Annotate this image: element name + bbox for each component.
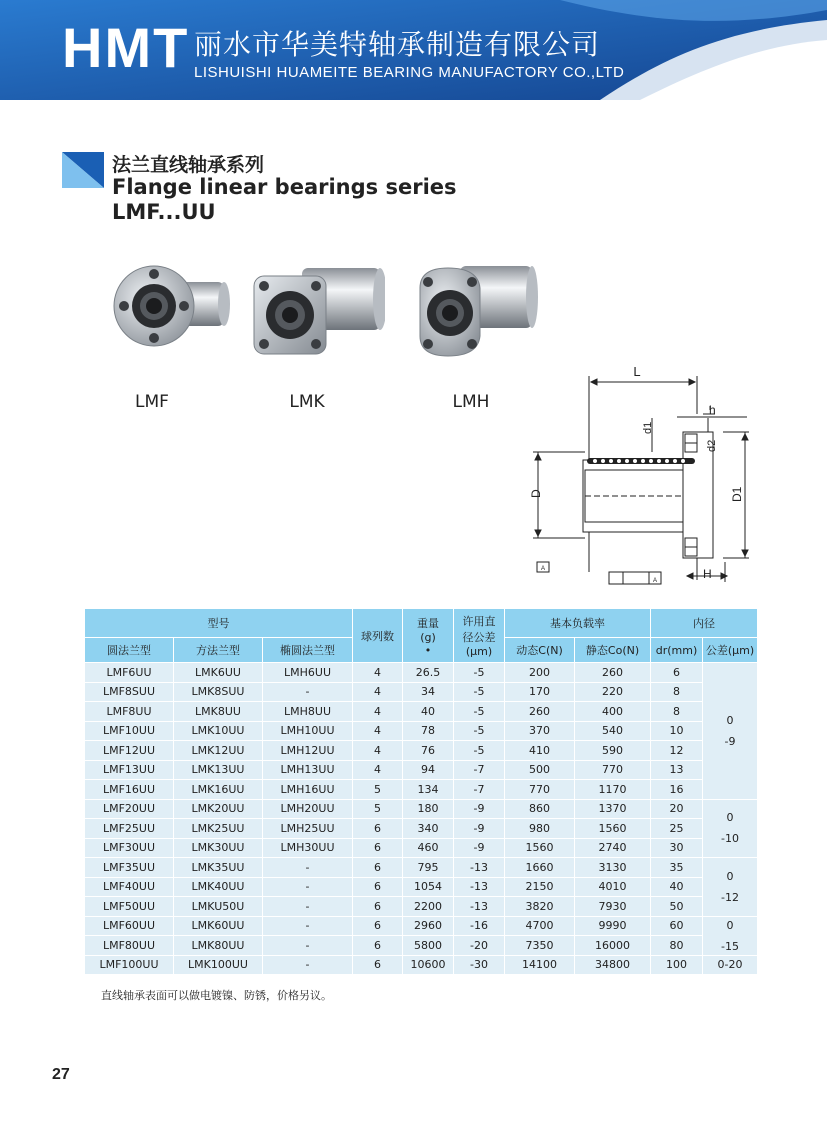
table-cell: 2960 [403, 916, 454, 936]
table-row [85, 858, 758, 878]
table-cell: LMH10UU [263, 721, 353, 741]
tolerance-value: 0 [726, 713, 734, 727]
table-cell: -7 [454, 780, 505, 800]
table-cell: -9 [454, 799, 505, 819]
th-static: 静态Co(N) [575, 638, 651, 663]
th-ball-rows: 球列数 [353, 609, 403, 663]
table-cell: 10 [651, 721, 703, 741]
table-cell: LMK30UU [174, 838, 263, 858]
table-cell: LMK25UU [174, 819, 263, 839]
tolerance-value: -12 [721, 890, 740, 904]
table-cell: LMK6UU [174, 663, 263, 683]
table-cell: LMF16UU [85, 780, 174, 800]
table-row [85, 760, 758, 780]
table-cell: 80 [651, 936, 703, 956]
tolerance-value: 0 [726, 918, 734, 932]
table-cell: 6 [353, 877, 403, 897]
table-cell: LMK8UU [174, 702, 263, 722]
table-cell: LMF10UU [85, 721, 174, 741]
company-name-cn: 丽水市华美特轴承制造有限公司 [194, 28, 601, 61]
table-cell: 8 [651, 682, 703, 702]
table-cell: LMK10UU [174, 721, 263, 741]
table-cell: -9 [454, 838, 505, 858]
table-cell: 6 [353, 897, 403, 917]
table-cell: 12 [651, 741, 703, 761]
table-cell: LMKU50U [174, 897, 263, 917]
table-cell: 30 [651, 838, 703, 858]
table-cell: 795 [403, 858, 454, 878]
table-cell: 4700 [505, 916, 575, 936]
table-cell: 5800 [403, 936, 454, 956]
table-cell: 9990 [575, 916, 651, 936]
spec-table [84, 608, 758, 975]
table-cell: 4 [353, 682, 403, 702]
tolerance-value: -10 [721, 832, 740, 846]
dim-label-l: L [633, 364, 641, 379]
tolerance-group-cell [703, 955, 758, 975]
table-cell: -7 [454, 760, 505, 780]
dim-label-d1: d1 [642, 421, 654, 434]
table-cell: 980 [505, 819, 575, 839]
table-row [85, 877, 758, 897]
table-cell: LMF100UU [85, 955, 174, 975]
table-cell: 20 [651, 799, 703, 819]
table-cell: 1170 [575, 780, 651, 800]
th-square-flange: 方法兰型 [174, 638, 263, 663]
table-cell: 180 [403, 799, 454, 819]
table-cell: 170 [505, 682, 575, 702]
table-cell: 78 [403, 721, 454, 741]
dim-label-h: H [703, 567, 712, 581]
dim-label-d: D [529, 489, 543, 498]
table-cell: 3130 [575, 858, 651, 878]
table-cell: - [263, 916, 353, 936]
table-cell: 260 [505, 702, 575, 722]
footnote: 直线轴承表面可以做电镀镍、防锈，价格另议。 [101, 989, 332, 1002]
table-cell: 34 [403, 682, 454, 702]
table-row [85, 955, 758, 975]
table-cell: 40 [403, 702, 454, 722]
th-basic-load: 基本负载率 [505, 609, 651, 638]
brand-logo: HMT [62, 16, 190, 79]
table-cell: 16 [651, 780, 703, 800]
table-cell: 590 [575, 741, 651, 761]
table-cell: LMK40UU [174, 877, 263, 897]
th-tolerance: 许用直 径公差 (μm) [454, 609, 505, 663]
table-cell: -5 [454, 702, 505, 722]
table-cell: -5 [454, 721, 505, 741]
table-row [85, 819, 758, 839]
table-cell: 860 [505, 799, 575, 819]
table-cell: 3820 [505, 897, 575, 917]
table-cell: 134 [403, 780, 454, 800]
table-cell: LMK8SUU [174, 682, 263, 702]
table-cell: 460 [403, 838, 454, 858]
tolerance-group-cell [703, 663, 758, 800]
lmh-label: LMH [452, 392, 490, 412]
lmk-bearing-image [250, 258, 385, 373]
table-cell: 10600 [403, 955, 454, 975]
dim-label-h-small: h [709, 403, 716, 417]
table-cell: 500 [505, 760, 575, 780]
table-cell: -20 [454, 936, 505, 956]
table-cell: 6 [651, 663, 703, 683]
table-cell: 200 [505, 663, 575, 683]
table-cell: 14100 [505, 955, 575, 975]
table-cell: 50 [651, 897, 703, 917]
table-row [85, 897, 758, 917]
table-cell: -16 [454, 916, 505, 936]
table-cell: - [263, 897, 353, 917]
table-cell: 6 [353, 936, 403, 956]
section-title-cn: 法兰直线轴承系列 [112, 154, 265, 176]
datum-label-a-box: A [652, 578, 658, 584]
tolerance-value: 0 [726, 811, 734, 825]
tolerance-value: 0-20 [717, 958, 743, 972]
table-cell: 220 [575, 682, 651, 702]
tolerance-group-cell [703, 916, 758, 955]
table-cell: - [263, 858, 353, 878]
table-cell: 5 [353, 780, 403, 800]
table-cell: LMH13UU [263, 760, 353, 780]
dim-label-d1-outer: D1 [730, 486, 744, 502]
table-cell: 13 [651, 760, 703, 780]
table-cell: LMH30UU [263, 838, 353, 858]
table-cell: - [263, 877, 353, 897]
th-round-flange: 圆法兰型 [85, 638, 174, 663]
table-row [85, 799, 758, 819]
table-row [85, 780, 758, 800]
table-row [85, 916, 758, 936]
table-cell: 7350 [505, 936, 575, 956]
lmf-bearing-image [110, 258, 230, 358]
table-cell: LMF20UU [85, 799, 174, 819]
table-cell: 770 [575, 760, 651, 780]
table-cell: 2150 [505, 877, 575, 897]
lmf-label: LMF [135, 392, 169, 412]
table-cell: 6 [353, 916, 403, 936]
table-cell: -5 [454, 682, 505, 702]
th-dynamic: 动态C(N) [505, 638, 575, 663]
dimension-drawing [525, 362, 765, 590]
table-cell: 2740 [575, 838, 651, 858]
table-cell: 6 [353, 838, 403, 858]
table-row [85, 663, 758, 683]
table-cell: 7930 [575, 897, 651, 917]
table-cell: -5 [454, 663, 505, 683]
table-cell: 340 [403, 819, 454, 839]
table-cell: LMF25UU [85, 819, 174, 839]
table-cell: 34800 [575, 955, 651, 975]
table-cell: 4 [353, 702, 403, 722]
table-cell: LMF30UU [85, 838, 174, 858]
table-cell: LMF60UU [85, 916, 174, 936]
th-weight: 重量 (g) • [403, 609, 454, 663]
table-cell: LMF50UU [85, 897, 174, 917]
table-cell: 60 [651, 916, 703, 936]
table-cell: 4 [353, 721, 403, 741]
table-cell: -9 [454, 819, 505, 839]
table-cell: -13 [454, 877, 505, 897]
table-cell: LMF40UU [85, 877, 174, 897]
th-oval-flange: 椭圆法兰型 [263, 638, 353, 663]
table-cell: 16000 [575, 936, 651, 956]
table-cell: 40 [651, 877, 703, 897]
page-number: 27 [52, 1066, 70, 1083]
table-cell: LMF6UU [85, 663, 174, 683]
table-cell: 1054 [403, 877, 454, 897]
table-cell: LMF35UU [85, 858, 174, 878]
table-cell: 26.5 [403, 663, 454, 683]
table-cell: LMH25UU [263, 819, 353, 839]
th-dr-tol: 公差(μm) [703, 638, 758, 663]
table-cell: 400 [575, 702, 651, 722]
table-cell: LMH20UU [263, 799, 353, 819]
table-row [85, 682, 758, 702]
table-cell: 35 [651, 858, 703, 878]
table-cell: 1370 [575, 799, 651, 819]
table-cell: LMH6UU [263, 663, 353, 683]
table-row [85, 838, 758, 858]
table-cell: 8 [651, 702, 703, 722]
table-cell: 770 [505, 780, 575, 800]
table-row [85, 702, 758, 722]
table-cell: - [263, 682, 353, 702]
table-cell: LMK100UU [174, 955, 263, 975]
table-cell: 260 [575, 663, 651, 683]
table-cell: 4 [353, 663, 403, 683]
table-cell: LMK12UU [174, 741, 263, 761]
datum-label-a: A [540, 566, 546, 572]
table-cell: 370 [505, 721, 575, 741]
lmk-label: LMK [289, 392, 325, 412]
table-cell: LMF8UU [85, 702, 174, 722]
table-cell: 25 [651, 819, 703, 839]
dim-label-d2: d2 [706, 439, 718, 452]
tolerance-group-cell [703, 858, 758, 917]
table-cell: LMK13UU [174, 760, 263, 780]
table-cell: LMF80UU [85, 936, 174, 956]
table-cell: -5 [454, 741, 505, 761]
tolerance-value: 0 [726, 869, 734, 883]
table-cell: LMK16UU [174, 780, 263, 800]
table-cell: 4 [353, 741, 403, 761]
table-cell: 5 [353, 799, 403, 819]
table-cell: -30 [454, 955, 505, 975]
table-cell: LMH8UU [263, 702, 353, 722]
table-cell: 2200 [403, 897, 454, 917]
page-header [0, 0, 827, 100]
table-cell: 4 [353, 760, 403, 780]
table-cell: 100 [651, 955, 703, 975]
th-model: 型号 [85, 609, 353, 638]
table-cell: 540 [575, 721, 651, 741]
company-name-en: LISHUISHI HUAMEITE BEARING MANUFACTORY CO.,LTD [194, 64, 625, 81]
th-dr: dr(mm) [651, 638, 703, 663]
table-cell: - [263, 955, 353, 975]
table-cell: -13 [454, 858, 505, 878]
table-cell: 6 [353, 955, 403, 975]
table-cell: -13 [454, 897, 505, 917]
table-cell: LMF13UU [85, 760, 174, 780]
lmh-bearing-image [408, 258, 538, 373]
section-marker-icon [62, 152, 104, 188]
section-model: LMF...UU [112, 200, 216, 224]
table-row [85, 741, 758, 761]
table-cell: 4010 [575, 877, 651, 897]
table-cell: LMK20UU [174, 799, 263, 819]
th-inner-dia: 内径 [651, 609, 758, 638]
table-cell: 76 [403, 741, 454, 761]
table-row [85, 936, 758, 956]
table-row [85, 721, 758, 741]
tolerance-group-cell [703, 799, 758, 858]
table-cell: LMK80UU [174, 936, 263, 956]
table-cell: 1660 [505, 858, 575, 878]
table-cell: LMF8SUU [85, 682, 174, 702]
section-title-en: Flange linear bearings series [112, 175, 457, 199]
table-cell: 1560 [505, 838, 575, 858]
table-cell: - [263, 936, 353, 956]
table-cell: 410 [505, 741, 575, 761]
table-cell: 94 [403, 760, 454, 780]
table-cell: LMH16UU [263, 780, 353, 800]
tolerance-value: -15 [721, 939, 740, 953]
table-cell: 6 [353, 819, 403, 839]
table-cell: LMK35UU [174, 858, 263, 878]
table-cell: 1560 [575, 819, 651, 839]
tolerance-value: -9 [724, 734, 736, 748]
table-cell: 6 [353, 858, 403, 878]
table-cell: LMH12UU [263, 741, 353, 761]
table-cell: LMK60UU [174, 916, 263, 936]
table-cell: LMF12UU [85, 741, 174, 761]
